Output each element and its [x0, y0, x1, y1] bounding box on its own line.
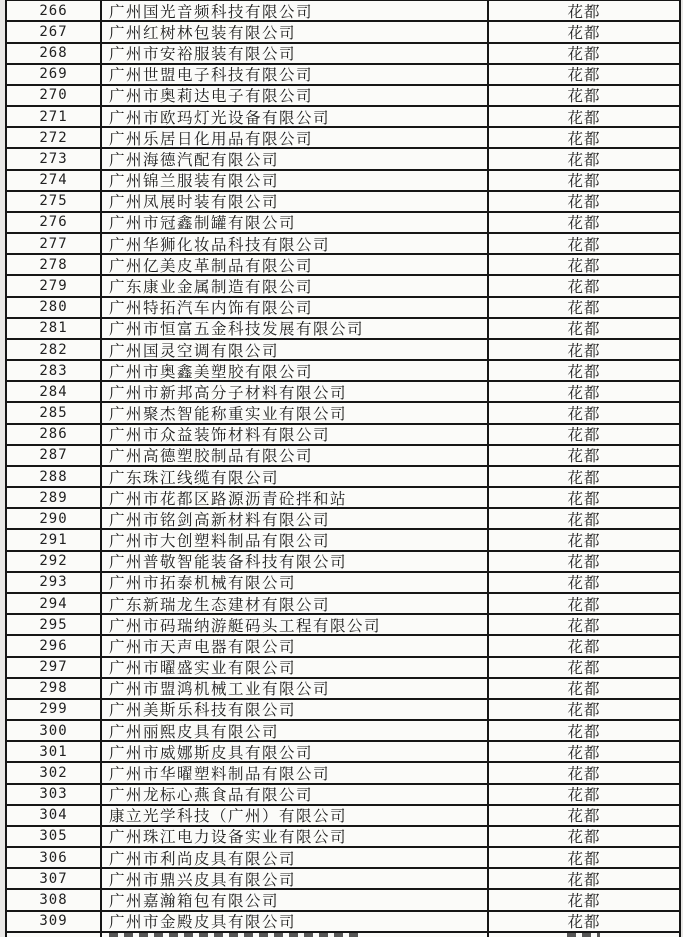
row-number-cell: 292 [7, 552, 102, 571]
table-row [7, 107, 679, 128]
district-cell: 花都 [567, 701, 601, 720]
row-number-cell: 288 [7, 467, 102, 486]
company-name-cell: 广州市花都区路源沥青砼拌和站 [102, 488, 489, 507]
company-table [5, 0, 681, 937]
table-row [7, 700, 679, 721]
district-cell: 花都 [567, 510, 601, 529]
company-name-cell: 广州国灵空调有限公司 [102, 340, 489, 359]
row-number-cell: 308 [7, 890, 102, 909]
district-cell: 花都 [567, 150, 601, 169]
clipped-text-fragment [109, 933, 364, 937]
district-cell: 花都 [567, 680, 601, 698]
company-name-cell: 广州市恒富五金科技发展有限公司 [102, 319, 489, 338]
row-number-cell: 293 [7, 573, 102, 592]
company-name-cell: 广州市众益装饰材料有限公司 [102, 425, 489, 444]
company-name-cell: 广州珠江电力设备实业有限公司 [102, 827, 489, 846]
company-name-cell: 广州市安裕服装有限公司 [102, 44, 489, 63]
row-number-cell: 283 [7, 361, 102, 380]
district-cell: 花都 [567, 108, 601, 127]
row-number-cell: 273 [7, 149, 102, 168]
company-name-cell: 广州红树林包装有限公司 [102, 22, 489, 41]
table-row [7, 658, 679, 679]
row-number-cell: 309 [7, 912, 102, 931]
table-row [7, 319, 679, 340]
row-number-cell [7, 933, 102, 937]
table-row [7, 721, 679, 742]
row-number-cell: 281 [7, 319, 102, 338]
table-row [7, 361, 679, 382]
district-cell: 花都 [567, 320, 601, 338]
row-number-cell: 285 [7, 403, 102, 422]
row-number-cell: 279 [7, 276, 102, 295]
row-number-cell: 306 [7, 848, 102, 867]
company-name-cell: 广州市奥鑫美塑胶有限公司 [102, 361, 489, 380]
company-name-cell: 广州乐居日化用品有限公司 [102, 128, 489, 147]
table-row [7, 192, 679, 213]
district-cell: 花都 [567, 913, 601, 931]
district-cell: 花都 [567, 553, 601, 571]
district-cell: 花都 [567, 743, 601, 762]
district-cell: 花都 [567, 468, 601, 487]
table-row [7, 848, 679, 869]
company-name-cell: 广州市威娜斯皮具有限公司 [102, 742, 489, 761]
table-row [7, 890, 679, 911]
company-name-cell: 广州锦兰服装有限公司 [102, 171, 489, 190]
row-number-cell: 278 [7, 255, 102, 274]
company-name-cell: 康立光学科技（广州）有限公司 [102, 806, 489, 825]
company-name-cell: 广州亿美皮革制品有限公司 [102, 255, 489, 274]
table-row [7, 340, 679, 361]
company-name-cell: 广州龙标心燕食品有限公司 [102, 785, 489, 804]
company-name-cell: 广州华狮化妆品科技有限公司 [102, 234, 489, 253]
company-name-cell: 广州市大创塑料制品有限公司 [102, 530, 489, 549]
company-name-cell: 广州市欧玛灯光设备有限公司 [102, 107, 489, 126]
row-number-cell: 280 [7, 298, 102, 317]
row-number-cell: 304 [7, 806, 102, 825]
row-number-cell: 272 [7, 128, 102, 147]
district-cell: 花都 [567, 2, 601, 21]
company-name-cell: 广州市鼎兴皮具有限公司 [102, 869, 489, 888]
table-row [7, 679, 679, 700]
district-cell: 花都 [567, 66, 601, 84]
table-row [7, 234, 679, 255]
district-cell: 花都 [567, 193, 601, 211]
district-cell: 花都 [567, 362, 601, 381]
row-number-cell: 276 [7, 213, 102, 232]
district-cell: 花都 [567, 807, 601, 825]
company-name-cell: 广州市曜盛实业有限公司 [102, 658, 489, 677]
row-number-cell: 290 [7, 509, 102, 528]
table-row [7, 869, 679, 890]
table-row [7, 806, 679, 827]
company-name-cell: 广州市华曜塑料制品有限公司 [102, 763, 489, 782]
company-name-cell: 广东新瑞龙生态建材有限公司 [102, 594, 489, 613]
row-number-cell: 299 [7, 700, 102, 719]
row-number-cell: 275 [7, 192, 102, 211]
company-name-cell: 广州凤展时装有限公司 [102, 192, 489, 211]
table-row [7, 22, 679, 43]
row-number-cell: 307 [7, 869, 102, 888]
district-cell: 花都 [567, 870, 601, 889]
district-cell: 花都 [567, 595, 601, 614]
district-cell: 花都 [567, 828, 601, 847]
row-number-cell: 270 [7, 86, 102, 105]
row-number-cell: 298 [7, 679, 102, 698]
company-name-cell: 广州普敬智能装备科技有限公司 [102, 552, 489, 571]
company-name-cell: 广州市冠鑫制罐有限公司 [102, 213, 489, 232]
row-number-cell: 305 [7, 827, 102, 846]
table-row [7, 298, 679, 319]
district-cell: 花都 [567, 278, 601, 296]
row-number-cell: 291 [7, 530, 102, 549]
row-number-cell: 302 [7, 763, 102, 782]
district-cell: 花都 [567, 616, 601, 635]
row-number-cell: 295 [7, 615, 102, 634]
row-number-cell: 297 [7, 658, 102, 677]
district-cell: 花都 [567, 849, 601, 868]
company-name-cell: 广州市利尚皮具有限公司 [102, 848, 489, 867]
company-name-cell [102, 933, 489, 937]
row-number-cell: 266 [7, 1, 102, 20]
company-name-cell: 广州市码瑞纳游艇码头工程有限公司 [102, 615, 489, 634]
company-name-cell: 广州市天声电器有限公司 [102, 636, 489, 655]
district-cell: 花都 [567, 659, 601, 677]
district-cell: 花都 [567, 172, 601, 190]
district-cell: 花都 [567, 722, 601, 741]
table-row [7, 1, 679, 22]
row-number-cell: 277 [7, 234, 102, 253]
table-row [7, 912, 679, 933]
district-cell: 花都 [567, 532, 601, 550]
company-name-cell: 广东珠江线缆有限公司 [102, 467, 489, 486]
row-number-cell: 267 [7, 22, 102, 41]
table-row [7, 446, 679, 467]
table-row [7, 213, 679, 234]
table-row [7, 425, 679, 446]
table-row [7, 171, 679, 192]
company-name-cell: 广东康业金属制造有限公司 [102, 276, 489, 295]
table-row [7, 382, 679, 403]
district-cell: 花都 [567, 129, 601, 148]
company-name-cell: 广州高德塑胶制品有限公司 [102, 446, 489, 465]
district-cell: 花都 [567, 341, 601, 360]
row-number-cell: 274 [7, 171, 102, 190]
table-row [7, 530, 679, 551]
row-number-cell: 294 [7, 594, 102, 613]
district-cell: 花都 [567, 405, 601, 423]
table-row [7, 467, 679, 488]
table-row [7, 403, 679, 424]
company-name-cell: 广州市盟鸿机械工业有限公司 [102, 679, 489, 698]
district-cell: 花都 [567, 489, 601, 508]
company-name-cell: 广州市金殿皮具有限公司 [102, 912, 489, 931]
company-name-cell: 广州海德汽配有限公司 [102, 149, 489, 168]
district-cell: 花都 [567, 383, 601, 402]
table-row [7, 594, 679, 615]
district-cell: 花都 [567, 764, 601, 783]
district-cell: 花都 [567, 637, 601, 656]
table-row [7, 785, 679, 806]
company-name-cell: 广州市拓泰机械有限公司 [102, 573, 489, 592]
row-number-cell: 282 [7, 340, 102, 359]
company-name-cell: 广州聚杰智能称重实业有限公司 [102, 403, 489, 422]
row-number-cell: 300 [7, 721, 102, 740]
row-number-cell: 287 [7, 446, 102, 465]
table-row [7, 488, 679, 509]
company-name-cell: 广州市奥莉达电子有限公司 [102, 86, 489, 105]
table-row [7, 573, 679, 594]
table-row [7, 615, 679, 636]
district-cell [489, 933, 679, 937]
row-number-cell: 271 [7, 107, 102, 126]
company-name-cell: 广州特拓汽车内饰有限公司 [102, 298, 489, 317]
row-number-cell: 284 [7, 382, 102, 401]
district-cell: 花都 [567, 214, 601, 233]
table-row [7, 276, 679, 297]
company-name-cell: 广州丽熙皮具有限公司 [102, 721, 489, 740]
district-cell: 花都 [567, 45, 601, 63]
district-cell: 花都 [567, 426, 601, 444]
district-cell: 花都 [567, 23, 601, 42]
district-cell: 花都 [567, 574, 601, 592]
company-name-cell: 广州国光音频科技有限公司 [102, 1, 489, 20]
table-row [7, 742, 679, 763]
table-row [7, 827, 679, 848]
district-cell: 花都 [567, 256, 601, 275]
district-cell: 花都 [567, 447, 601, 465]
table-row [7, 255, 679, 276]
row-number-cell: 303 [7, 785, 102, 804]
table-row [7, 65, 679, 86]
table-row [7, 509, 679, 530]
table-row [7, 128, 679, 149]
row-number-cell: 286 [7, 425, 102, 444]
district-cell: 花都 [567, 786, 601, 804]
row-number-cell: 268 [7, 44, 102, 63]
row-number-cell: 269 [7, 65, 102, 84]
table-row [7, 552, 679, 573]
district-cell: 花都 [567, 299, 601, 317]
company-name-cell: 广州美斯乐科技有限公司 [102, 700, 489, 719]
district-cell: 花都 [567, 235, 601, 254]
district-cell: 花都 [567, 87, 601, 106]
district-cell: 花都 [567, 891, 601, 910]
table-row [7, 149, 679, 170]
table-row [7, 44, 679, 65]
row-number-cell: 289 [7, 488, 102, 507]
company-name-cell: 广州世盟电子科技有限公司 [102, 65, 489, 84]
row-number-cell: 296 [7, 636, 102, 655]
table-row [7, 636, 679, 657]
company-name-cell: 广州市铭剑高新材料有限公司 [102, 509, 489, 528]
clipped-text-fragment [567, 933, 600, 937]
table-row [7, 763, 679, 784]
company-name-cell: 广州市新邦高分子材料有限公司 [102, 382, 489, 401]
row-number-cell: 301 [7, 742, 102, 761]
company-name-cell: 广州嘉瀚箱包有限公司 [102, 890, 489, 909]
clipped-row-bottom [7, 933, 679, 937]
table-row [7, 86, 679, 107]
